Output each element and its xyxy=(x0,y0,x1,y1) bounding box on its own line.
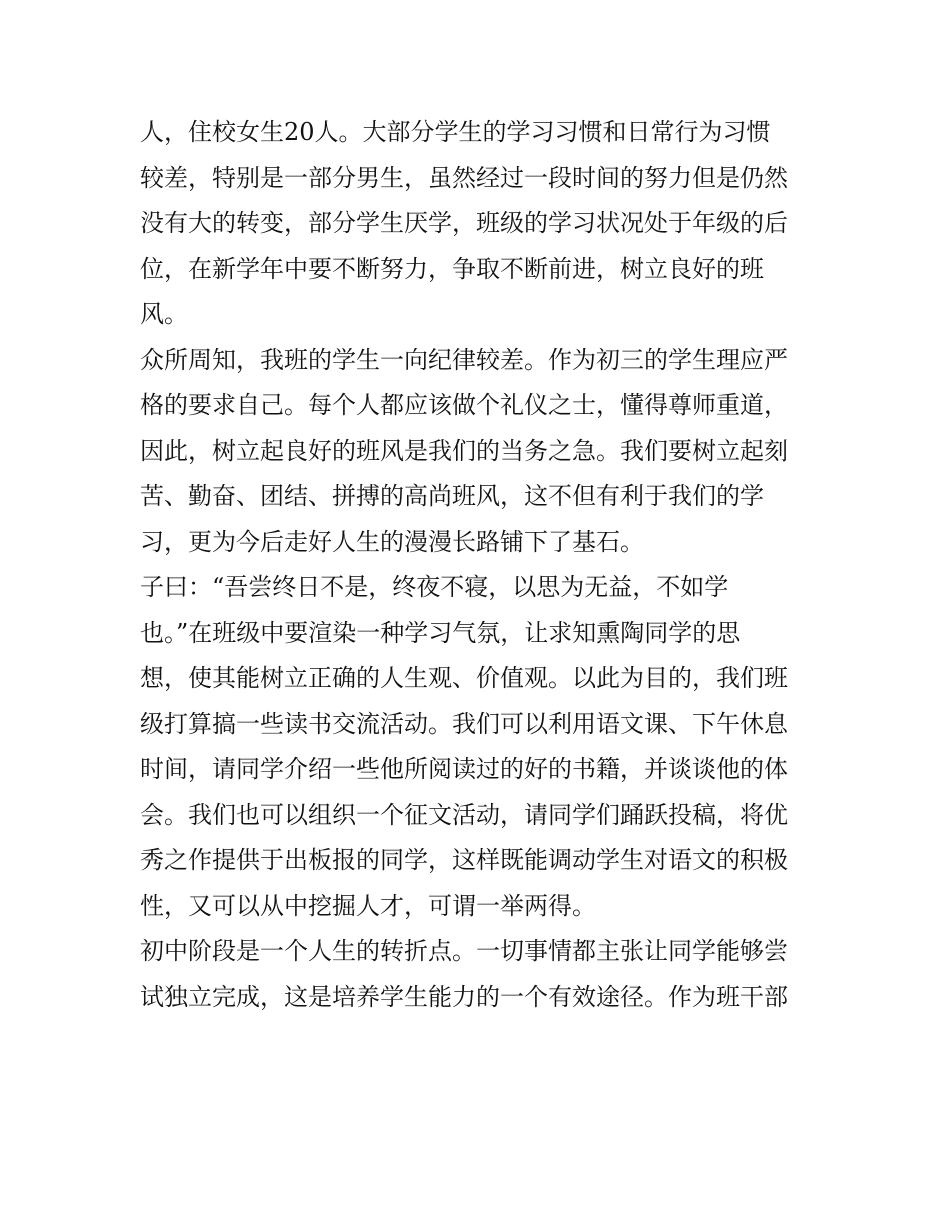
text-line: 级打算搞一些读书交流活动。我们可以利用语文课、下午休息 xyxy=(140,709,788,738)
body-text xyxy=(140,110,820,1020)
text-line: 位，在新学年中要不断努力，争取不断前进，树立良好的班 xyxy=(140,254,764,283)
text-line: 子曰：“吾尝终日不是，终夜不寝，以思为无益，不如学 xyxy=(140,573,729,601)
text-line: 也。”在班级中要渲染一种学习气氛，让求知熏陶同学的思 xyxy=(140,618,741,647)
text-line: 会。我们也可以组织一个征文活动，请同学们踊跃投稿，将优 xyxy=(140,800,788,829)
text-line: 时间，请同学介绍一些他所阅读过的好的书籍，并谈谈他的体 xyxy=(140,755,788,783)
text-line: 风。 xyxy=(140,300,188,328)
text-line: 秀之作提供于出板报的同学，这样既能调动学生对语文的积极 xyxy=(140,846,788,874)
text-line: 试独立完成，这是培养学生能力的一个有效途径。作为班干部 xyxy=(140,982,788,1011)
text-line: 众所周知，我班的学生一向纪律较差。作为初三的学生理应严 xyxy=(140,345,788,374)
text-line: 性，又可以从中挖掘人才，可谓一举两得。 xyxy=(140,891,596,920)
text-line: 习，更为今后走好人生的漫漫长路铺下了基石。 xyxy=(140,527,644,556)
text-line: 想，使其能树立正确的人生观、价值观。以此为目的，我们班 xyxy=(140,664,788,692)
text-line: 初中阶段是一个人生的转折点。一切事情都主张让同学能够尝 xyxy=(140,937,788,965)
text-line: 苦、勤奋、团结、拼搏的高尚班风，这不但有利于我们的学 xyxy=(140,482,764,510)
text-line: 没有大的转变，部分学生厌学，班级的学习状况处于年级的后 xyxy=(140,209,788,237)
text-line: 较差，特别是一部分男生，虽然经过一段时间的努力但是仍然 xyxy=(140,163,788,192)
text-line: 人，住校女生20人。大部分学生的学习习惯和日常行为习惯 xyxy=(140,118,771,146)
text-line: 格的要求自己。每个人都应该做个礼仪之士，懂得尊师重道， xyxy=(140,391,788,419)
text-line: 因此，树立起良好的班风是我们的当务之急。我们要树立起刻 xyxy=(140,436,788,465)
